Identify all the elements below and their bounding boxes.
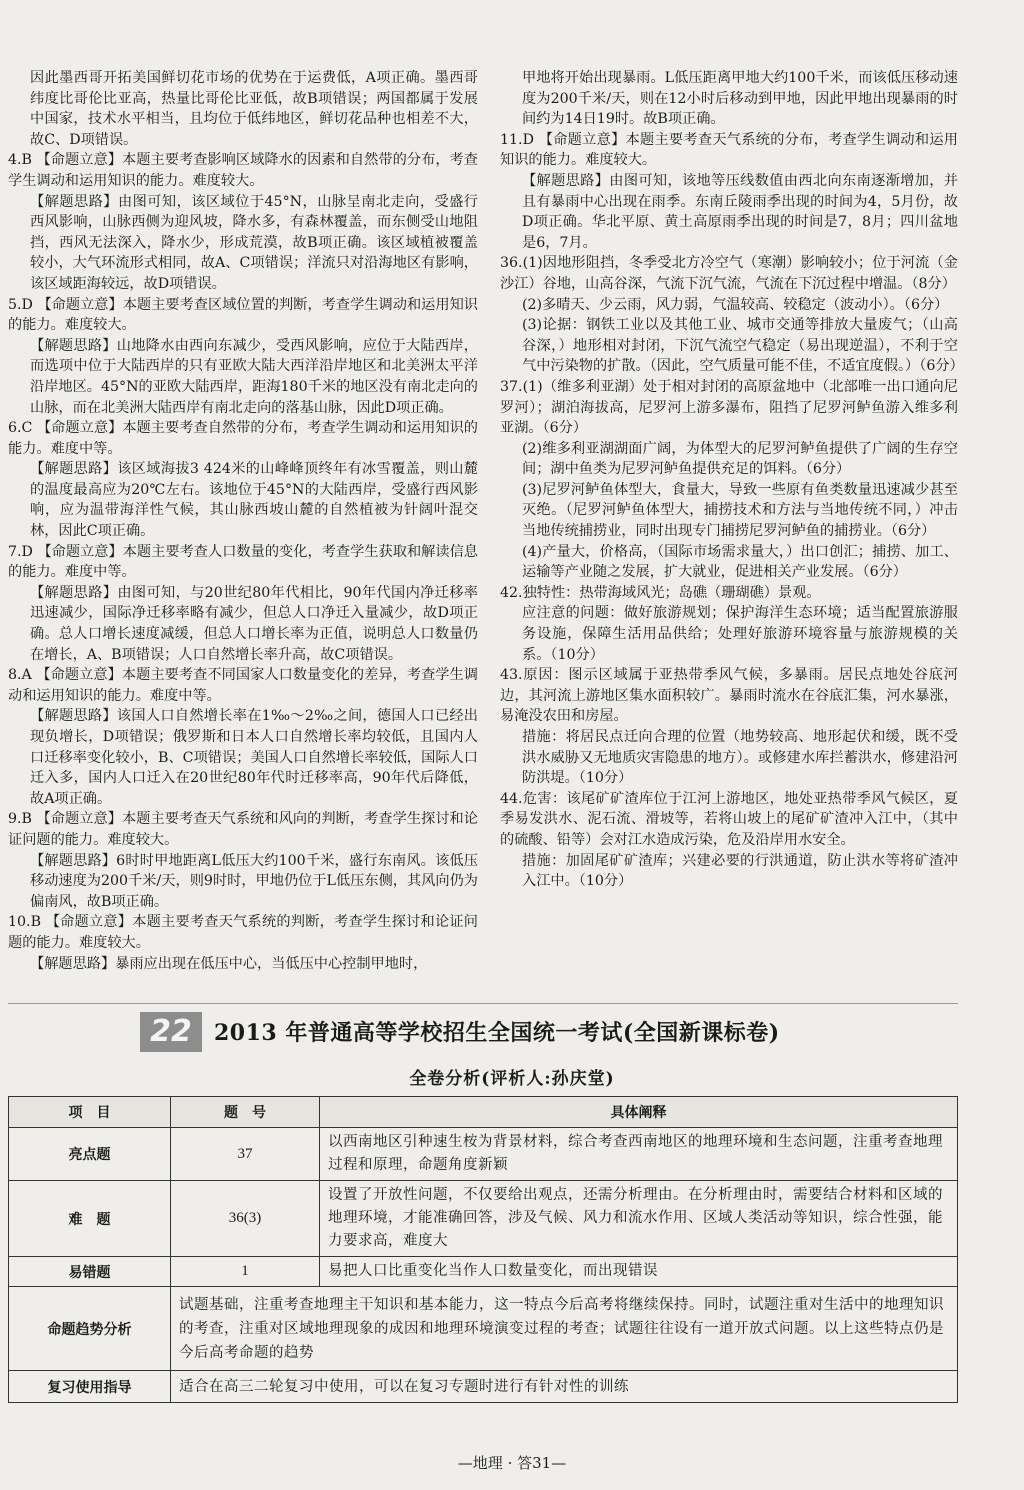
- answer-paragraph: 【解题思路】由图可知，该区域位于45°N，山脉呈南北走向，受盛行西风影响，山脉西侧为迎风坡，降水多，有森林覆盖，而东侧受山地阻挡，西风无法深入，降水少，形成荒漠，故B项正确。该区域植被覆盖较小，大气环流形式相同，故A、C项错误；洋流只对沿海地区有影响，该区域距海较远，故D项错误。: [30, 193, 478, 292]
- answer-paragraph: 因此墨西哥开拓美国鲜切花市场的优势在于运费低，A项正确。墨西哥纬度比哥伦比亚高，热量比哥伦比亚低，故B项错误；两国都属于发展中国家，技术水平相当，且均位于低纬地区，鲜切花品种也相差不大，故C、D项错误。: [30, 70, 478, 148]
- answer-paragraph: 应注意的问题：做好旅游规划；保护海洋生态环境；适当配置旅游服务设施，保障生活用品供给；处理好旅游环境容量与旅游规模的关系。（10分）: [522, 605, 958, 663]
- row-number: 36(3): [171, 1181, 320, 1257]
- row-number: 1: [171, 1257, 320, 1287]
- exam-number-badge: 22: [140, 1012, 202, 1052]
- answer-paragraph: (3)尼罗河鲈鱼体型大，食量大，导致一些原有鱼类数量迅速减少甚至灭绝。（尼罗河鲈鱼体型大，捕捞技术和方法与当地传统不同，）冲击当地传统捕捞业，同时出现专门捕捞尼罗河鲈鱼的捕捞业。（6分）: [522, 481, 958, 540]
- page-footer: —地理 · 答31—: [457, 1454, 567, 1472]
- header-item: 项 目: [9, 1097, 171, 1128]
- header-desc: 具体阐释: [320, 1097, 958, 1128]
- answer-paragraph: 【解题思路】由图可知，与20世纪80年代相比，90年代国内净迁移率迅速减少，国际净迁移率略有减少，但总人口净迁入量减少，故D项正确。总人口增长速度减缓，但总人口增长率为正值，说明总人口数量仍在增长，A、B项错误；人口自然增长率升高，故C项错误。: [30, 584, 478, 663]
- table-header-row: [9, 1097, 958, 1128]
- row-item: 亮点题: [9, 1128, 171, 1181]
- answer-paragraph: 10.B 【命题立意】本题主要考查天气系统的判断，考查学生探讨和论证问题的能力。难度较大。: [8, 914, 478, 951]
- row-item: 复习使用指导: [9, 1371, 171, 1403]
- answer-paragraph: 【解题思路】山地降水由西向东减少，受西风影响，应位于大陆西岸，而选项中位于大陆西岸的只有亚欧大陆大西洋沿岸地区和北美洲太平洋沿岸地区。45°N的亚欧大陆西岸，距海180千米的地区没有南北走向的山脉，而在北美洲大陆西岸有南北走向的落基山脉，因此D项正确。: [30, 337, 478, 416]
- answer-paragraph: 36.(1)因地形阻挡，冬季受北方冷空气（寒潮）影响较小；位于河流（金沙江）谷地，山高谷深，气流下沉气流，气流在下沉过程中增温。（8分）: [500, 255, 958, 292]
- answer-paragraph: 42.独特性：热带海域风光；岛礁（珊瑚礁）景观。: [500, 584, 821, 601]
- answer-paragraph: 8.A 【命题立意】本题主要考查不同国家人口数量变化的差异，考查学生调动和运用知识的能力。难度中等。: [8, 667, 478, 704]
- table-row-usage: [9, 1371, 958, 1403]
- row-item: 难 题: [9, 1181, 171, 1257]
- answer-paragraph: 【解题思路】该国人口自然增长率在1‰～2‰之间，德国人口已经出现负增长，D项错误；俄罗斯和日本人口自然增长率均较低，且国内人口迁移率变化较小，B、C项错误；美国人口自然增长率较低，国际人口迁入多，国内人口迁入在20世纪80年代时迁移率高，90年代后降低，故A项正确。: [30, 708, 478, 807]
- row-desc: 设置了开放性问题，不仅要给出观点，还需分析理由。在分析理由时，需要结合材料和区域的地理环境，才能准确回答，涉及气候、风力和流水作用、区域人类活动等知识，综合性强，能力要求高，难度大: [320, 1181, 958, 1257]
- row-item: 命题趋势分析: [9, 1287, 171, 1371]
- answer-paragraph: 11.D 【命题立意】本题主要考查天气系统的分布，考查学生调动和运用知识的能力。难度较大。: [500, 131, 958, 169]
- exam-title: 2013 年普通高等学校招生全国统一考试(全国新课标卷): [214, 1020, 780, 1046]
- row-desc: 试题基础，注重考查地理主干知识和基本能力，这一特点今后高考将继续保持。同时，试题注重对生活中的地理知识的考查，注重对区域地理现象的成因和地理环境演变过程的考查；试题往往设有一道开放式问题。以上这些特点仍是今后高考命题的趋势: [171, 1287, 958, 1371]
- answer-paragraph: 44.危害：该尾矿矿渣库位于江河上游地区，地处亚热带季风气候区，夏季易发洪水、泥石流、滑坡等，若将山坡上的尾矿矿渣冲入江中，（其中的硫酸、铅等）会对江水造成污染，危及沿岸用水安全。: [500, 790, 958, 848]
- answer-paragraph: (4)产量大，价格高，（国际市场需求量大，）出口创汇；捕捞、加工、运输等产业随之发展，扩大就业，促进相关产业发展。（6分）: [522, 543, 958, 581]
- answer-paragraph: 甲地将开始出现暴雨。L低压距离甲地大约100千米，而该低压移动速度为200千米/天，则在12小时后移动到甲地，因此甲地出现暴雨的时间约为14日19时。故B项正确。: [522, 70, 958, 128]
- answer-paragraph: (2)多晴天、少云雨，风力弱，气温较高、较稳定（波动小）。（6分）: [522, 296, 949, 313]
- answer-paragraph: 5.D 【命题立意】本题主要考查区域位置的判断，考查学生调动和运用知识的能力。难度较大。: [8, 296, 478, 334]
- answer-paragraph: 【解题思路】该区域海拔3 424米的山峰峰顶终年有冰雪覆盖，则山麓的温度最高应为20℃左右。该地位于45°N的大陆西岸，受盛行西风影响，应为温带海洋性气候，其山脉西坡山麓的自然植被为针阔叶混交林，因此C项正确。: [30, 461, 478, 540]
- row-item: 易错题: [9, 1257, 171, 1287]
- answer-paragraph: 措施：将居民点迁向合理的位置（地势较高、地形起伏和缓，既不受洪水威胁又无地质灾害隐患的地方）。或修建水库拦蓄洪水，修建沿河防洪堤。（10分）: [522, 729, 958, 787]
- row-number: 37: [171, 1128, 320, 1181]
- section-divider: [8, 1003, 958, 1004]
- answer-paragraph: 【解题思路】暴雨应出现在低压中心，当低压中心控制甲地时，: [30, 955, 428, 972]
- analysis-table: [8, 1096, 958, 1403]
- answer-paragraph: (2)维多利亚湖湖面广阔，为体型大的尼罗河鲈鱼提供了广阔的生存空间；湖中鱼类为尼罗河鲈鱼提供充足的饵料。（6分）: [522, 440, 958, 478]
- answer-paragraph: 43.原因：图示区域属于亚热带季风气候，多暴雨。居民点地处谷底河边，其河流上游地区集水面积较广。暴雨时流水在谷底汇集，河水暴涨，易淹没农田和房屋。: [500, 667, 958, 725]
- answer-paragraph: (3)论据：钢铁工业以及其他工业、城市交通等排放大量废气；（山高谷深，）地形相对封闭，下沉气流空气稳定（易出现逆温），不利于空气中污染物的扩散。（因此，空气质量可能不佳，不适宜度假。）（6分）: [522, 317, 964, 375]
- answer-paragraph: 【解题思路】由图可知，该地等压线数值由西北向东南逐渐增加，并且有暴雨中心出现在雨季。东南丘陵雨季出现的时间为4，5月份，故D项正确。华北平原、黄土高原雨季出现的时间是7，8月；四川盆地是6，7月。: [522, 172, 958, 251]
- row-desc: 以西南地区引种速生桉为背景材料，综合考查西南地区的地理环境和生态问题，注重考查地理过程和原理，命题角度新颖: [320, 1128, 958, 1181]
- table-row-highlight: [9, 1128, 958, 1181]
- answer-paragraph: 6.C 【命题立意】本题主要考查自然带的分布，考查学生调动和运用知识的能力。难度中等。: [8, 420, 478, 457]
- answer-paragraph: 4.B 【命题立意】本题主要考查影响区域降水的因素和自然带的分布，考查学生调动和运用知识的能力。难度较大。: [8, 152, 478, 189]
- table-row-difficult: [9, 1181, 958, 1257]
- right-answer-column: [500, 68, 964, 892]
- analysis-title: 全卷分析(评析人:孙庆堂): [409, 1069, 615, 1089]
- exam-header: [140, 1012, 960, 1056]
- row-desc: 适合在高三二轮复习中使用，可以在复习专题时进行有针对性的训练: [171, 1371, 958, 1403]
- left-answer-column: [8, 68, 478, 974]
- answer-paragraph: 7.D 【命题立意】本题主要考查人口数量的变化，考查学生获取和解读信息的能力。难度中等。: [8, 543, 478, 581]
- row-desc: 易把人口比重变化当作人口数量变化，而出现错误: [320, 1257, 958, 1287]
- answer-paragraph: 9.B 【命题立意】本题主要考查天气系统和风向的判断，考查学生探讨和论证问题的能力。难度较大。: [8, 811, 478, 848]
- answer-paragraph: 【解题思路】6时时甲地距离L低压大约100千米，盛行东南风。该低压移动速度为200千米/天，则9时时，甲地仍位于L低压东侧，其风向仍为偏南风，故B项正确。: [30, 852, 478, 910]
- table-row-trend: [9, 1287, 958, 1371]
- table-row-error-prone: [9, 1257, 958, 1287]
- header-number: 题 号: [171, 1097, 320, 1128]
- answer-paragraph: 措施：加固尾矿矿渣库；兴建必要的行洪通道，防止洪水等将矿渣冲入江中。（10分）: [522, 852, 958, 890]
- answer-paragraph: 37.(1)（维多利亚湖）处于相对封闭的高原盆地中（北部唯一出口通向尼罗河）；湖泊海拔高，尼罗河上游多瀑布，阻挡了尼罗河鲈鱼游入维多利亚湖。（6分）: [500, 378, 958, 437]
